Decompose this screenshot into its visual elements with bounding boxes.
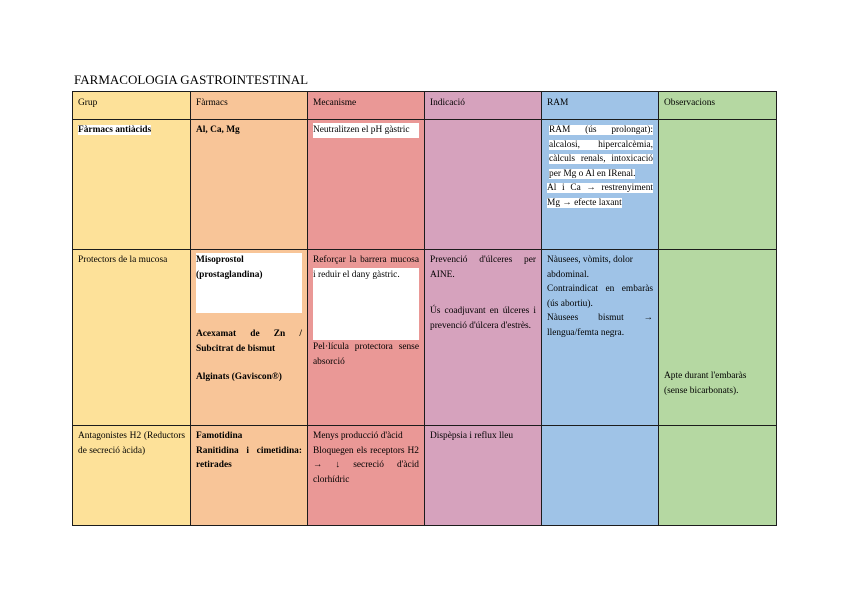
cell-farmacs bbox=[191, 426, 308, 526]
cell-ram bbox=[542, 250, 659, 426]
cell-ram bbox=[542, 120, 659, 250]
cell-observacions bbox=[659, 426, 777, 526]
ram-text: Contraindicat en embaràs (ús abortiu). bbox=[547, 284, 653, 309]
cell-grup bbox=[73, 120, 191, 250]
group-name: Protectors de la mucosa bbox=[78, 255, 168, 265]
header-farmacs: Fàrmacs bbox=[191, 92, 308, 120]
cell-indicacio bbox=[425, 426, 542, 526]
observation-text: Apte durant l'embaràs (sense bicarbonats). bbox=[664, 371, 747, 396]
cell-mecanisme bbox=[308, 120, 425, 250]
header-mecanisme: Mecanisme bbox=[308, 92, 425, 120]
mechanism-text: Pel·lícula protectora sense absorció bbox=[313, 342, 419, 367]
drug-name: Alginats (Gaviscon®) bbox=[196, 372, 282, 383]
cell-farmacs bbox=[191, 120, 308, 250]
table-row bbox=[73, 426, 777, 526]
cell-observacions bbox=[659, 250, 777, 426]
ram-text: Mg → efecte laxant bbox=[547, 197, 622, 208]
group-name: Fàrmacs antiàcids bbox=[78, 125, 152, 135]
indication-text: Prevenció d'úlceres per AINE. bbox=[430, 255, 536, 280]
ram-text: Nàusees bismut → llengua/femta negra. bbox=[547, 313, 653, 338]
drug-name: Ranitidina i cimetidina: retirades bbox=[196, 445, 302, 471]
mechanism-text: Menys producció d'àcid bbox=[313, 431, 403, 441]
drug-name: Al, Ca, Mg bbox=[196, 125, 240, 135]
drug-name: Misoprostol (prostaglandina) bbox=[196, 255, 263, 280]
indication-text: Ús coadjuvant en úlceres i prevenció d'úlcera d'estrès. bbox=[430, 306, 536, 331]
drug-name: Famotidina bbox=[196, 431, 243, 441]
ram-text: Al i Ca → restrenyiment bbox=[547, 183, 653, 194]
cell-mecanisme bbox=[308, 426, 425, 526]
pharmacology-table bbox=[72, 91, 777, 526]
cell-ram bbox=[542, 426, 659, 526]
table-row bbox=[73, 120, 777, 250]
cell-farmacs bbox=[191, 250, 308, 426]
indication-text: Dispèpsia i reflux lleu bbox=[430, 431, 514, 441]
drug-name: Acexamat de Zn / Subcitrat de bismut bbox=[196, 329, 302, 354]
cell-grup bbox=[73, 250, 191, 426]
table-row bbox=[73, 250, 777, 426]
header-indicacio: Indicació bbox=[425, 92, 542, 120]
document-title: FARMACOLOGIA GASTROINTESTINAL bbox=[74, 72, 309, 87]
header-row bbox=[73, 92, 777, 120]
header-grup: Grup bbox=[73, 92, 191, 120]
group-name: Antagonistes H2 (Reductors de secreció àcida) bbox=[78, 431, 185, 456]
header-observacions: Observacions bbox=[659, 92, 777, 120]
mechanism-text: Reforçar la barrera mucosa i reduir el dany gàstric. bbox=[313, 255, 419, 280]
cell-indicacio bbox=[425, 120, 542, 250]
ram-text: RAM (ús prolongat): alcalosi, hipercalcèmia, càlculs renals, intoxicació per Mg o Al en IRenal. bbox=[549, 125, 653, 179]
ram-text: Nàusees, vòmits, dolor abdominal. bbox=[547, 255, 633, 280]
header-ram: RAM bbox=[542, 92, 659, 120]
cell-grup bbox=[73, 426, 191, 526]
cell-mecanisme bbox=[308, 250, 425, 426]
mechanism-text: Bloquegen els receptors H2 → ↓ secreció d'àcid clorhídric bbox=[313, 445, 419, 485]
mechanism-text: Neutralitzen el pH gàstric bbox=[313, 123, 419, 138]
cell-indicacio bbox=[425, 250, 542, 426]
cell-observacions bbox=[659, 120, 777, 250]
